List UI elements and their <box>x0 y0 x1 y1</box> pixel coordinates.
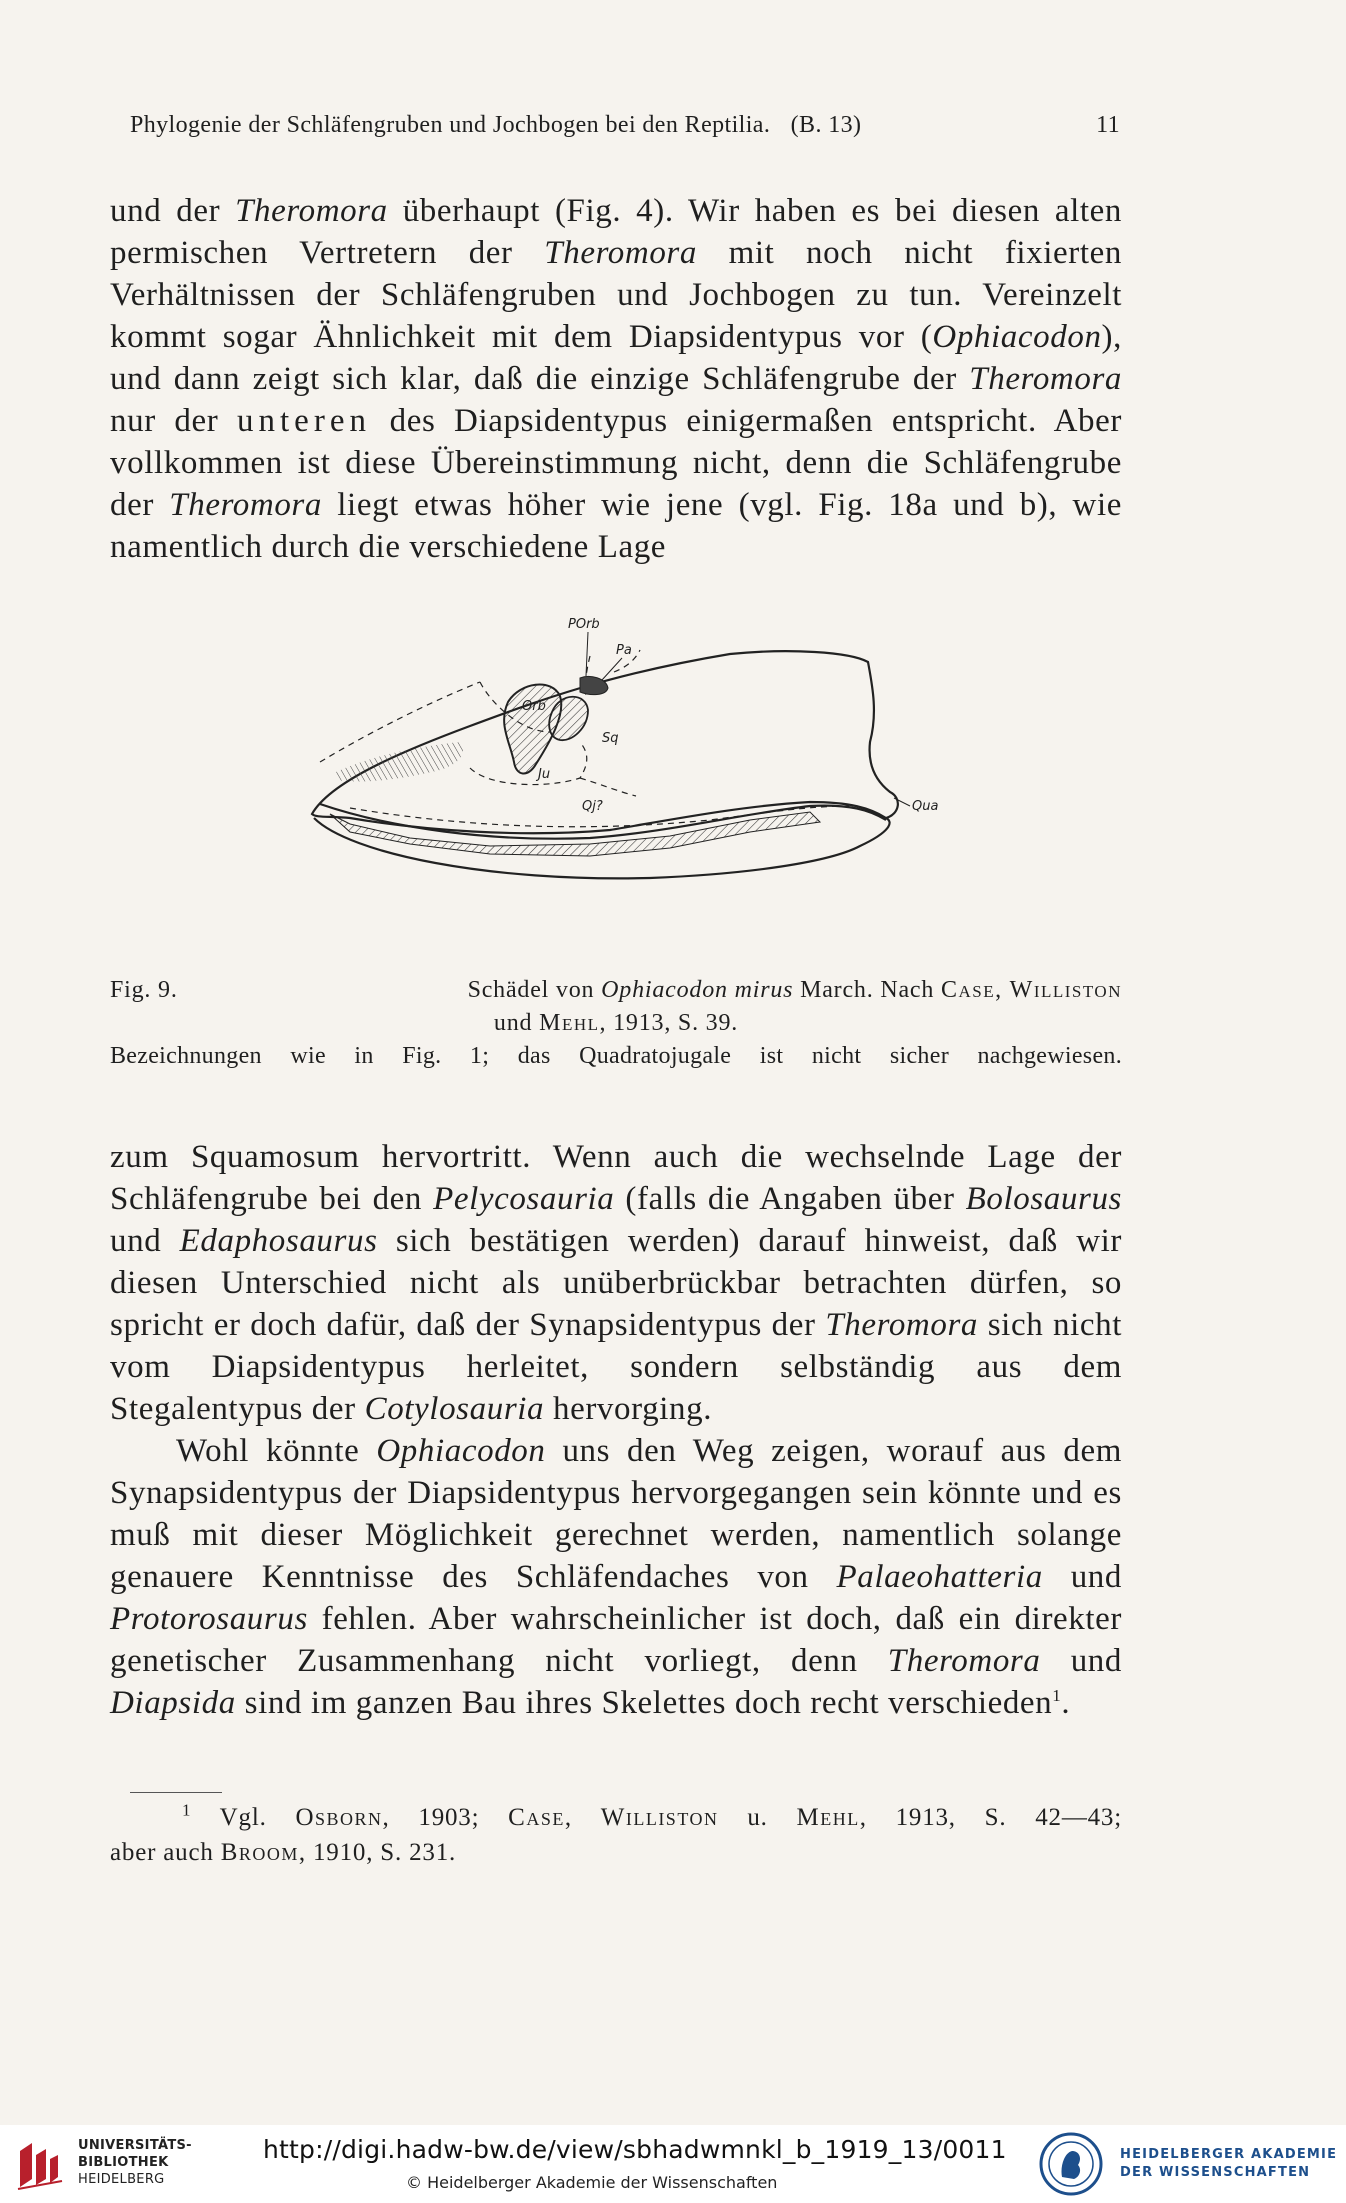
label-orb: Orb <box>522 699 546 714</box>
viewer-footer <box>0 2125 1346 2203</box>
footnote-ref: 1 <box>1052 1686 1062 1705</box>
running-head-title: Phylogenie der Schläfengruben und Jochbogen bei den Reptilia. <box>130 112 771 138</box>
label-porb: POrb <box>568 617 600 632</box>
skull-figure <box>290 592 950 952</box>
footnote: $^1$ Vgl. Osborn, 1903; Case, Williston u. Mehl, 1913, S. 42—43; aber auch Broom, 1910, S. 231. <box>110 1800 1122 1866</box>
permalink[interactable]: http://digi.hadw-bw.de/view/sbhadwmnkl_b_1919_13/0011 <box>263 2135 1007 2164</box>
paragraph-2-3 <box>110 1136 1122 1724</box>
university-library-logo-icon <box>14 2137 74 2193</box>
label-ju: Ju <box>538 767 551 782</box>
footnote-rule <box>130 1792 222 1793</box>
running-head <box>130 112 1120 139</box>
figure-caption: Fig. 9. Schädel von Ophiacodon mirus March. Nach Case, Williston und Mehl, 1913, S. 39. Bezeichnungen wie in Fig. 1; das Quadratojugale ist nicht sicher nachgewiesen. <box>110 974 1122 1073</box>
tooth-row <box>330 812 820 856</box>
postorbital <box>580 676 608 694</box>
label-pa: Pa <box>616 643 632 658</box>
academy-name: HEIDELBERGER AKADEMIE DER WISSENSCHAFTEN <box>1120 2147 1338 2180</box>
caption-note: Bezeichnungen wie in Fig. 1; das Quadratojugale ist nicht sicher nachgewiesen. <box>110 1043 1122 1069</box>
page-number: 11 <box>1096 112 1120 138</box>
paragraph-2: zum Squamosum hervortritt. Wenn auch die wechselnde Lage der Schläfengrube bei den Pelycosauria (falls die Angaben über Bolosaurus und Edaphosaurus sich bestätigen werden) darauf hinweist, daß wir diesen Unterschied nicht als unüberbrückbar betrachten dürfen, so spricht er doch dafür, daß der Synapsidentypus der Theromora sich nicht vom Diapsidentypus herleitet, sondern selbständig aus dem Stegalentypus der Cotylosauria hervorging. <box>110 1139 1122 1427</box>
copyright-notice: © Heidelberger Akademie der Wissenschaften <box>406 2173 778 2192</box>
running-head-ref: (B. 13) <box>790 112 862 138</box>
university-library-name: UNIVERSITÄTS- BIBLIOTHEK HEIDELBERG <box>78 2138 192 2187</box>
academy-seal-icon <box>1038 2131 1104 2197</box>
nasal-hatch <box>336 742 463 782</box>
paragraph-3: Wohl könnte Ophiacodon uns den Weg zeigen, worauf aus dem Synapsidentypus der Diapsidentypus hervorgegangen sein könnte und es muß mit dieser Möglichkeit gerechnet werden, namentlich solange genauere Kenntnisse des Schläfendaches von Palaeohatteria und Protorosaurus fehlen. Aber wahrscheinlicher ist doch, daß ein direkter genetischer Zusammenhang nicht vorliegt, denn Theromora und Diapsida sind im ganzen Bau ihres Skelettes doch recht verschieden$^1$. <box>110 1433 1123 1721</box>
label-qua: Qua <box>912 799 939 814</box>
caption-fig: Fig. 9. <box>110 977 178 1003</box>
label-qj: Qj? <box>582 799 603 814</box>
label-sq: Sq <box>602 731 619 746</box>
paragraph-1: und der Theromora überhaupt (Fig. 4). Wir haben es bei diesen alten permischen Vertretern der Theromora mit noch nicht fixierten Verhältnissen der Schläfengruben und Jochbogen zu tun. Vereinzelt kommt sogar Ähnlichkeit mit dem Diapsidentypus vor (Ophiacodon), und dann zeigt sich klar, daß die einzige Schläfengrube der Theromora nur der unteren des Diapsidentypus einigermaßen entspricht. Aber vollkommen ist diese Übereinstimmung nicht, denn die Schläfengrube der Theromora liegt etwas höher wie jene (vgl. Fig. 18a und b), wie namentlich durch die verschiedene Lage <box>110 193 1123 565</box>
